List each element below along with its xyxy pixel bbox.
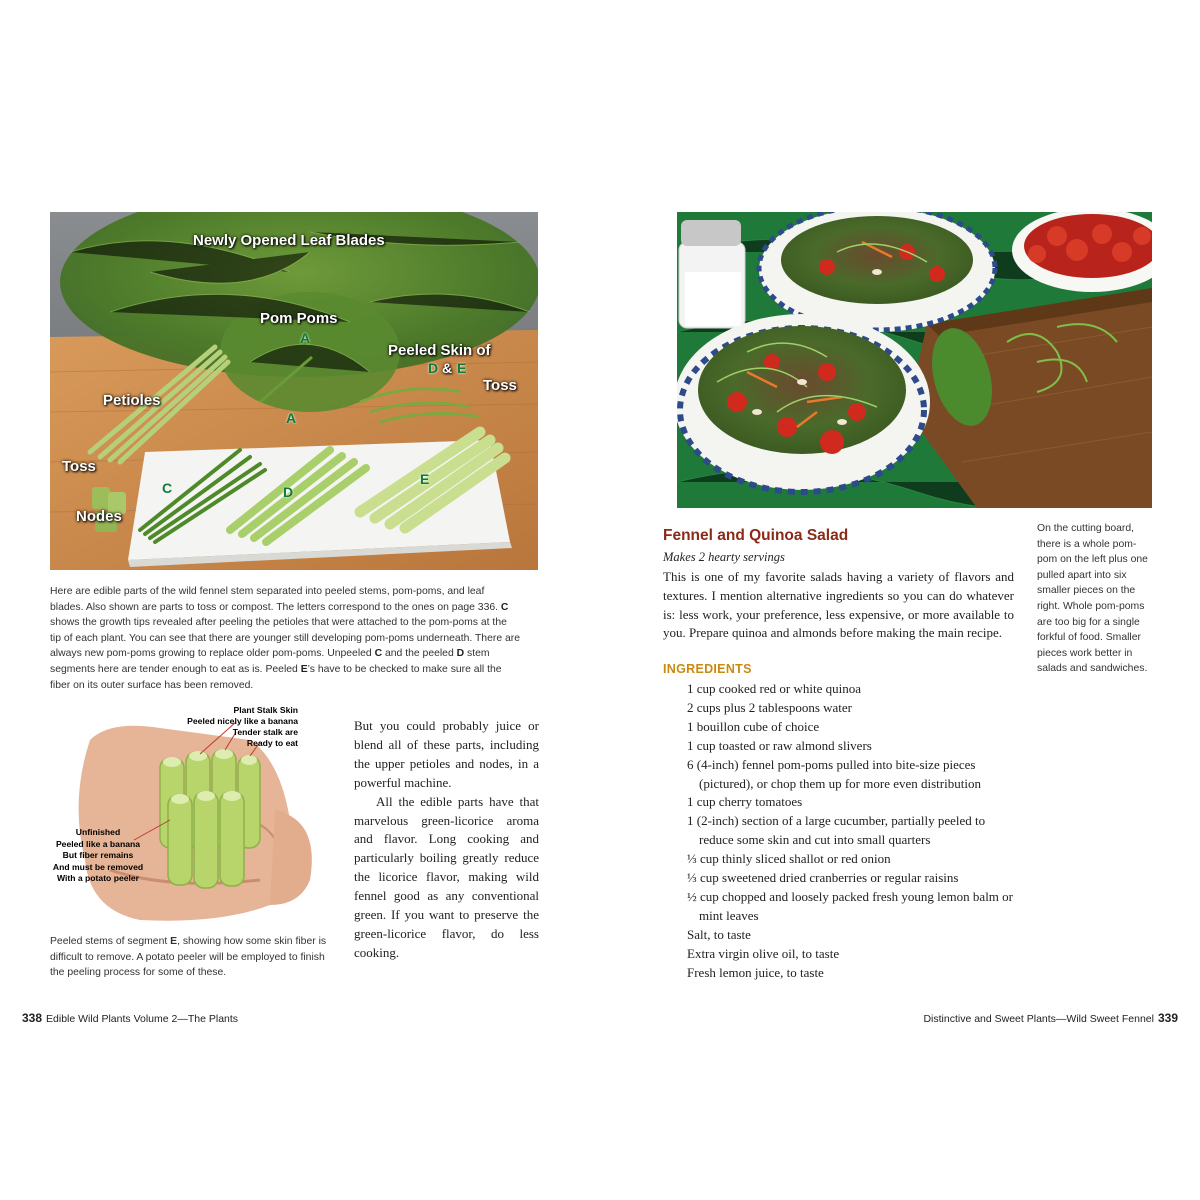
hand-label-unf-3: But fiber remains xyxy=(62,850,134,860)
body-text-left xyxy=(354,717,539,963)
body-paragraph-1: But you could probably juice or blend all of these parts, including the upper petioles and nodes, in a powerful machine. xyxy=(354,718,539,790)
letter-d: D xyxy=(283,484,294,500)
sidebar-photo-caption: On the cutting board, there is a whole pom-pom on the left plus one pulled apart into six smaller pieces on the right. Whole pom-poms are too big for a single forkful of food. Smaller pieces work better in salads and sandwiches. xyxy=(1037,523,1148,675)
label-newly-opened-leaf-blades: Newly Opened Leaf Blades xyxy=(193,232,385,249)
fennel-parts-photo xyxy=(50,212,538,570)
ingredient-item: 6 (4-inch) fennel pom-poms pulled into bite-size pieces (pictured), or chop them up for more even distribution xyxy=(687,756,981,791)
recipe-yield: Makes 2 hearty servings xyxy=(663,550,785,564)
caption-2-letter-e: E xyxy=(170,936,178,947)
hand-label-unf-4: And must be removed xyxy=(52,861,144,872)
page-number-right: 339 xyxy=(1157,1011,1178,1025)
photo-caption-hand xyxy=(50,934,342,981)
label-toss-right: Toss xyxy=(483,377,517,394)
footer-right xyxy=(923,1011,1178,1025)
ingredient-item: ½ cup chopped and loosely packed fresh young lemon balm or mint leaves xyxy=(687,888,1013,923)
ingredient-item: Salt, to taste xyxy=(687,926,751,942)
running-head-right: Distinctive and Sweet Plants—Wild Sweet Fennel xyxy=(923,1013,1154,1025)
page-number-left: 338 xyxy=(22,1011,43,1025)
caption-1-letter-e: E xyxy=(300,663,308,675)
caption-1-text-a: Here are edible parts of the wild fennel stem separated into peeled stems, pom-poms, and leaf blades. Also shown are parts to toss or compost. The letters correspond to the ones on page 336. xyxy=(50,586,501,613)
hand-label-unf-2: Peeled like a banana xyxy=(55,838,141,849)
ingredient-item: 1 cup toasted or raw almond slivers xyxy=(687,737,872,753)
letter-e: E xyxy=(420,471,430,487)
caption-2-text-b: , showing how some skin fiber is difficult to remove. A potato peeler will be employed to finish the peeling process for some of these. xyxy=(50,936,327,979)
letter-a-pom: A xyxy=(300,330,311,346)
caption-1-text-e: ’s have to be checked to make sure all the fiber on its outer surface has been removed. xyxy=(50,663,502,691)
hand-label-unfinished-group xyxy=(52,827,144,885)
hand-label-skin-3: Tender stalk are xyxy=(232,727,298,737)
ingredient-item: ⅓ cup sweetened dried cranberries or regular raisins xyxy=(687,870,959,886)
hand-stalks-photo xyxy=(50,700,342,924)
caption-1-text-d: stem segments here are tender enough to eat as is. Peeled xyxy=(50,648,490,675)
hand-label-skin-1: Plant Stalk Skin xyxy=(233,705,298,715)
recipe-title: Fennel and Quinoa Salad xyxy=(663,527,849,544)
caption-1-letter-d: D xyxy=(456,648,465,660)
caption-1-text-b: shows the growth tips revealed after peeling the petioles that were attached to the pom-poms at the tip of each plant. You can see that there are younger still developing pom-poms underneath. There are always new pom-poms growing to replace older pom-poms. Unpeeled xyxy=(50,617,521,660)
letter-c: C xyxy=(162,480,173,496)
caption-2-text-a: Peeled stems of segment xyxy=(50,936,171,947)
ingredient-item: 1 (2-inch) section of a large cucumber, partially peeled to reduce some skin and cut into small quarters xyxy=(687,813,986,848)
ingredient-item: 1 cup cherry tomatoes xyxy=(687,794,803,810)
ingredient-item: Fresh lemon juice, to taste xyxy=(687,964,824,980)
label-pom-poms: Pom Poms xyxy=(260,310,338,327)
ingredient-item: ⅓ cup thinly sliced shallot or red onion xyxy=(687,851,891,867)
label-peeled-skin: Peeled Skin of xyxy=(388,342,491,359)
running-head-left: Edible Wild Plants Volume 2—The Plants xyxy=(46,1013,239,1025)
recipe-intro: This is one of my favorite salads having a variety of flavors and textures. I mention alternative ingredients so you can do whatever is: less work, your preference, less expensive, or more available to you. Prepare quinoa and almonds before making the main recipe. xyxy=(663,569,1014,641)
hand-label-skin-group xyxy=(187,705,298,749)
footer-left xyxy=(22,1011,238,1025)
ingredient-item: 1 cup cooked red or white quinoa xyxy=(687,681,862,696)
fennel-parts-illustration xyxy=(50,212,538,570)
hand-label-unf-5: With a potato peeler xyxy=(56,873,140,883)
label-ampersand: & xyxy=(442,360,453,376)
ingredient-item: 2 cups plus 2 tablespoons water xyxy=(687,699,853,715)
letter-a-stalk: A xyxy=(286,410,297,426)
salad-photo xyxy=(677,212,1152,508)
hand-label-skin-2: Peeled nicely like a banana xyxy=(187,716,298,726)
ingredient-item: 1 bouillon cube of choice xyxy=(687,718,820,734)
letter-d-skin: D xyxy=(428,360,439,376)
hand-label-skin-4: Ready to eat xyxy=(246,738,298,748)
ingredient-item: Extra virgin olive oil, to taste xyxy=(687,945,840,961)
caption-1-text-c: and the peeled xyxy=(382,648,457,660)
photo-caption-fennel-parts xyxy=(50,584,520,693)
body-paragraph-2: All the edible parts have that marvelous green-licorice aroma and flavor. Long cooking and particularly boiling greatly reduce the licorice flavor, making wild fennel good as any conventional green. If you want to preserve the green-licorice flavor, do less cooking. xyxy=(354,793,539,960)
caption-1-letter-c2: C xyxy=(374,648,383,660)
label-toss-left: Toss xyxy=(62,458,96,475)
letter-e-skin: E xyxy=(457,360,467,376)
label-nodes: Nodes xyxy=(76,508,122,525)
ingredients-list xyxy=(687,680,1017,983)
label-petioles: Petioles xyxy=(103,392,161,409)
caption-1-letter-c: C xyxy=(500,601,509,613)
ingredients-heading: INGREDIENTS xyxy=(663,662,752,676)
hand-label-unf-1: Unfinished xyxy=(75,827,121,837)
salad-illustration xyxy=(677,212,1152,508)
